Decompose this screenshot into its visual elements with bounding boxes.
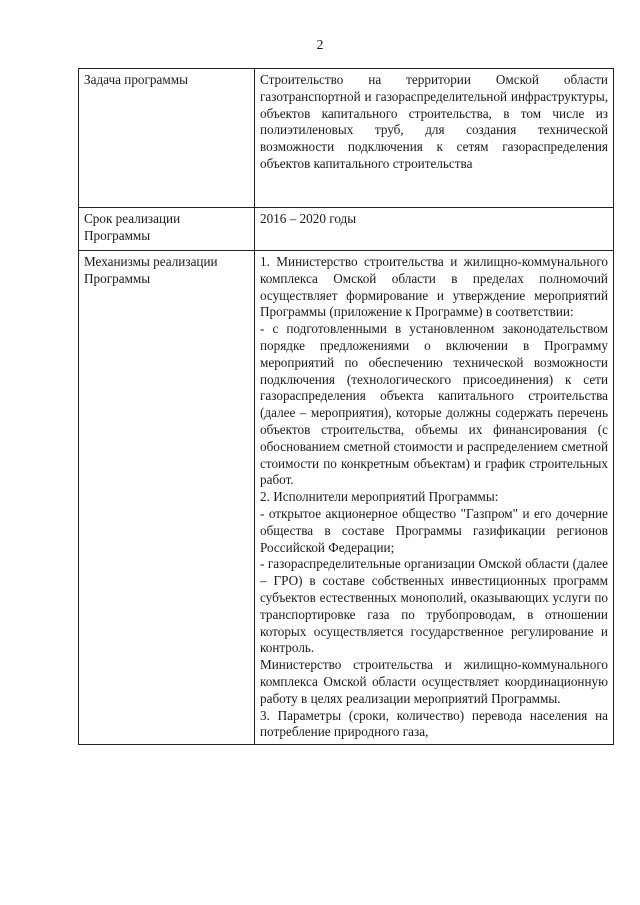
row-value: 2016 – 2020 годы — [255, 208, 614, 251]
paragraph: - газораспределительные организации Омской области (далее – ГРО) в составе собственных инвестиционных программ субъектов естественных монополий, оказывающих услуги по транспортировке газа по трубопроводам, в отношении которых осуществляется государственное регулирование и контроль. — [260, 556, 608, 656]
program-passport-table — [78, 68, 614, 745]
paragraph: 3. Параметры (сроки, количество) перевода населения на потребление природного газа, — [260, 707, 608, 740]
row-label: Механизмы реализации Программы — [79, 251, 255, 745]
paragraph: 1. Министерство строительства и жилищно-коммунального комплекса Омской области в пределах полномочий осуществляет формирование и утверждение мероприятий Программы (приложение к Программе) в соответствии: — [260, 254, 608, 320]
paragraph: - с подготовленными в установленном законодательством порядке предложениями о включении в Программу мероприятий по обеспечению технической возможности подключения (технологического присоединения) к сети газораспределения объекта капитального строительства (далее – мероприятия), которые должны содержать перечень объектов строительства, объемы их финансирования (с обоснованием сметной стоимости и распределением сметной стоимости по конкретным объектам) и график строительных работ. — [260, 321, 608, 488]
row-value — [255, 251, 614, 745]
row-value: Строительство на территории Омской области газотранспортной и газораспределительной инфраструктуры, объектов капитального строительства, в том числе из полиэтиленовых труб, для создания технической возможности подключения к сетям газораспределения объектов капитального строительства — [255, 69, 614, 208]
table-row — [79, 251, 614, 745]
row-label: Срок реализации Программы — [79, 208, 255, 251]
row-label: Задача программы — [79, 69, 255, 208]
paragraph: 2. Исполнители мероприятий Программы: — [260, 489, 499, 505]
table-row — [79, 69, 614, 208]
table-row — [79, 208, 614, 251]
paragraph: - открытое акционерное общество "Газпром" и его дочерние общества в составе Программы газификации регионов Российской Федерации; — [260, 505, 608, 555]
page-number: 2 — [316, 38, 324, 53]
paragraph: Министерство строительства и жилищно-коммунального комплекса Омской области осуществляет координационную работу в целях реализации мероприятий Программы. — [260, 657, 608, 706]
